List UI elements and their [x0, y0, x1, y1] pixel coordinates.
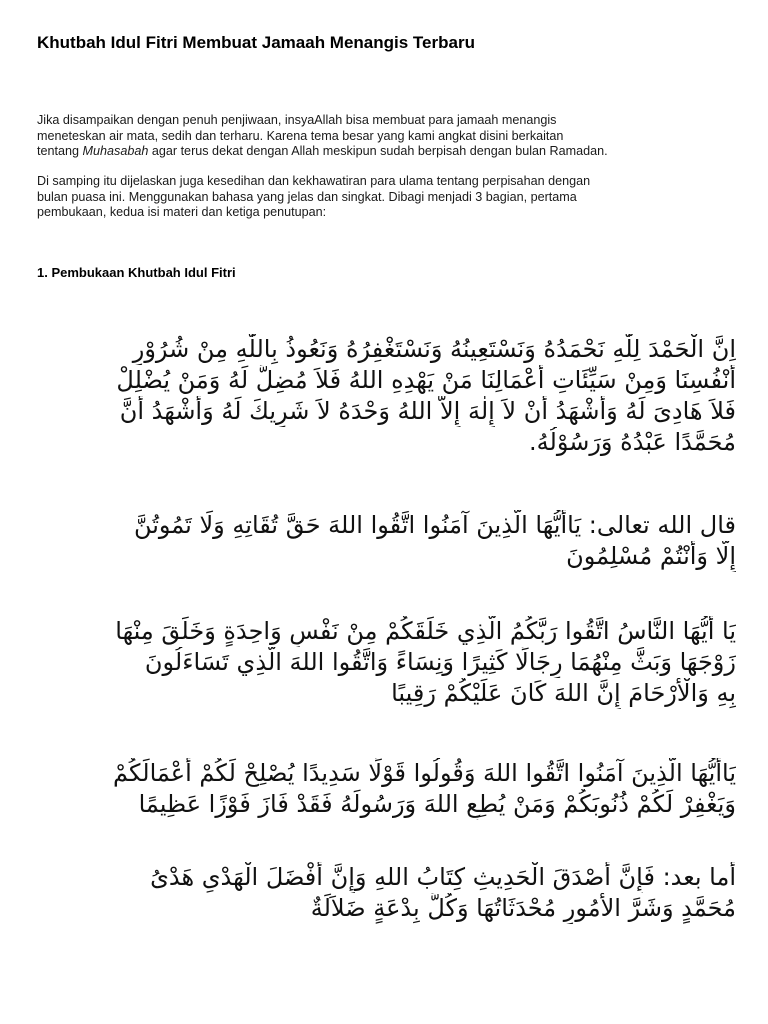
arabic-block-ali-imran	[36, 510, 736, 572]
arabic-line: فَلاَ هَادِىَ لَهُ وَأَشْهَدُ أَنْ لاَ إِلٰهَ إِلاَّ اللهُ وَحْدَهُ لاَ شَرِيكَ لَهُ وَأَشْهَدُ أَنَّ	[119, 397, 736, 425]
intro-line-1: Jika disampaikan dengan penuh penjiwaan, insyaAllah bisa membuat para jamaah menangis	[37, 113, 557, 127]
arabic-line: اِنَّ الْحَمْدَ لِلّٰهِ نَحْمَدُهُ وَنَسْتَعِينُهُ وَنَسْتَغْفِرُهُ وَنَعُوذُ بِاللّٰهِ مِنْ شُرُوْرِ	[132, 335, 736, 363]
arabic-line: إِلَّا وَأَنْتُمْ مُسْلِمُونَ	[566, 542, 736, 570]
arabic-block-an-nisa	[36, 616, 736, 709]
intro-italic-term: Muhasabah	[82, 144, 149, 158]
document-title: Khutbah Idul Fitri Membuat Jamaah Menangis Terbaru	[37, 33, 475, 52]
section-heading: 1. Pembukaan Khutbah Idul Fitri	[37, 265, 236, 280]
arabic-line: يَا أَيُّهَا النَّاسُ اتَّقُوا رَبَّكُمُ الَّذِي خَلَقَكُمْ مِنْ نَفْسٍ وَاحِدَةٍ وَخَلَقَ مِنْهَا	[115, 617, 736, 645]
intro-line-2: meneteskan air mata, sedih dan terharu. Karena tema besar yang kami angkat disini berkaitan	[37, 128, 564, 143]
intro-line-3-start: tentang	[37, 144, 83, 158]
second-paragraph-line-1: Di samping itu dijelaskan juga kesedihan dan kekhawatiran para ulama tentang perpisahan dengan	[37, 174, 591, 188]
arabic-line: أما بعد: فَإِنَّ أَصْدَقَ الْحَدِيثِ كِتَابُ اللهِ وَإِنَّ أَفْضَلَ الْهَدْىِ هَدْىُ	[150, 863, 736, 891]
arabic-line: وَيَغْفِرْ لَكُمْ ذُنُوبَكُمْ وَمَنْ يُطِعِ اللهَ وَرَسُولَهُ فَقَدْ فَازَ فَوْزًا عَظِيمًا	[138, 790, 736, 818]
arabic-block-al-ahzab	[36, 758, 736, 820]
arabic-block-amma-badu	[36, 862, 736, 924]
arabic-line: زَوْجَهَا وَبَثَّ مِنْهُمَا رِجَالًا كَثِيرًا وَنِسَاءً وَاتَّقُوا اللهَ الَّذِي تَسَاءَلُونَ	[144, 648, 736, 676]
arabic-line: مُحَمَّدًا عَبْدُهُ وَرَسُوْلُهُ.	[529, 428, 736, 456]
arabic-line: قال الله تعالى: يَاأَيُّهَا الَّذِينَ آمَنُوا اتَّقُوا اللهَ حَقَّ تُقَاتِهِ وَلَا تَمُوتُنَّ	[133, 511, 736, 539]
arabic-line: بِهِ وَالْأَرْحَامَ إِنَّ اللهَ كَانَ عَلَيْكُمْ رَقِيبًا	[391, 679, 736, 707]
second-paragraph	[37, 174, 737, 221]
intro-line-3-end: agar terus dekat dengan Allah meskipun sudah berpisah dengan bulan Ramadan.	[148, 144, 608, 158]
intro-paragraph	[37, 113, 737, 160]
intro-line-3	[37, 144, 737, 160]
arabic-line: أَنْفُسِنَا وَمِنْ سَيِّئَاتِ أَعْمَالِنَا مَنْ يَهْدِهِ اللهُ فَلاَ مُضِلَّ لَهُ وَمَنْ يُضْلِلْ	[116, 366, 736, 394]
second-paragraph-line-3: pembukaan, kedua isi materi dan ketiga penutupan:	[37, 205, 327, 219]
arabic-line: يَاأَيُّهَا الَّذِينَ آمَنُوا اتَّقُوا اللهَ وَقُولُوا قَوْلًا سَدِيدًا يُصْلِحْ لَكُمْ أَعْمَالَكُمْ	[113, 759, 736, 787]
arabic-line: مُحَمَّدٍ وَشَرَّ الأُمُورِ مُحْدَثَاتُهَا وَكُلَّ بِدْعَةٍ ضَلاَلَةٌ	[310, 894, 736, 922]
arabic-block-opening	[36, 334, 736, 458]
second-paragraph-line-2: bulan puasa ini. Menggunakan bahasa yang jelas dan singkat. Dibagi menjadi 3 bagian, pertama	[37, 189, 577, 204]
